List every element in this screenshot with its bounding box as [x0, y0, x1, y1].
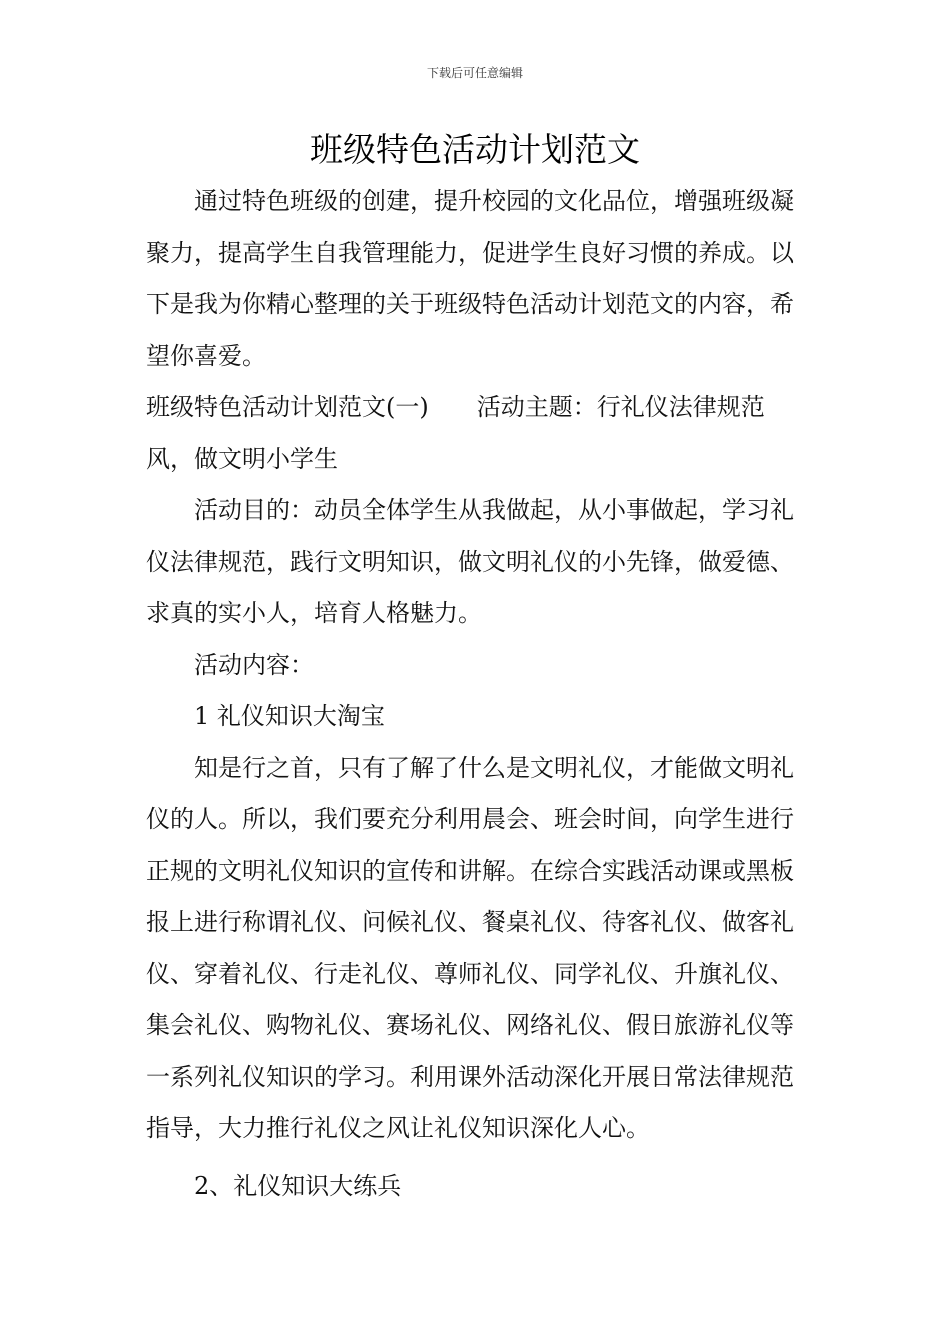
document-body: [146, 176, 806, 1212]
section-one-heading: 班级特色活动计划范文(一) 活动主题：行礼仪法律规范风，做文明小学生: [146, 393, 765, 473]
intro-paragraph: 通过特色班级的创建，提升校园的文化品位，增强班级凝聚力，提高学生自我管理能力，促进学生良好习惯的养成。以下是我为你精心整理的关于班级特色活动计划范文的内容，希望你喜爱。: [146, 187, 794, 370]
page-header: 下载后可任意编辑: [426, 66, 523, 80]
activity-content-heading: 活动内容：: [194, 650, 314, 679]
document-title: 班级特色活动计划范文: [310, 130, 640, 169]
item-two-heading: 2、礼仪知识大练兵: [194, 1171, 402, 1200]
activity-goal-paragraph: 活动目的：动员全体学生从我做起，从小事做起，学习礼仪法律规范，践行文明知识，做文明礼仪的小先锋，做爱德、求真的实小人，培育人格魅力。: [146, 496, 794, 627]
item-one-heading: 1 礼仪知识大淘宝: [194, 702, 385, 730]
item-one-body: 知是行之首，只有了解了什么是文明礼仪，才能做文明礼仪的人。所以，我们要充分利用晨会、班会时间，向学生进行正规的文明礼仪知识的宣传和讲解。在综合实践活动课或黑板报上进行称谓礼仪、问候礼仪、餐桌礼仪、待客礼仪、做客礼仪、穿着礼仪、行走礼仪、尊师礼仪、同学礼仪、升旗礼仪、集会礼仪、购物礼仪、赛场礼仪、网络礼仪、假日旅游礼仪等一系列礼仪知识的学习。利用课外活动深化开展日常法律规范指导，大力推行礼仪之风让礼仪知识深化人心。: [146, 753, 794, 1142]
